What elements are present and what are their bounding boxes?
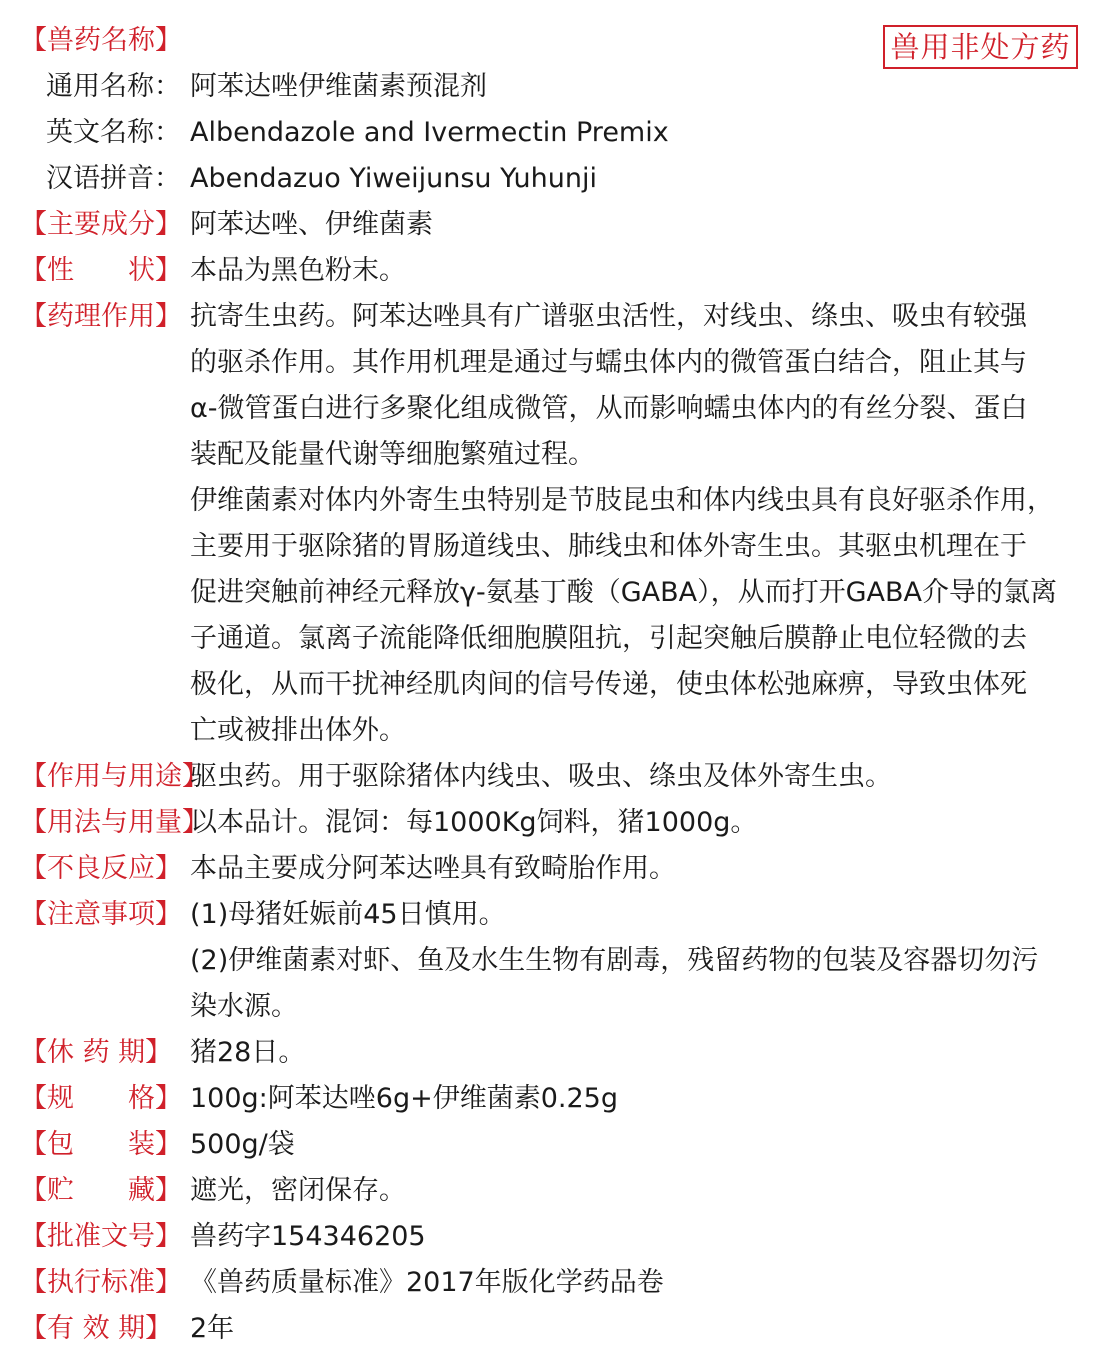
indications-value: 驱虫药。用于驱除猪体内线虫、吸虫、绦虫及体外寄生虫。 [190, 761, 892, 792]
otc-badge: 兽用非处方药 [883, 25, 1078, 69]
pharmacology-paragraph-1 [190, 294, 1075, 478]
precautions-line: 染水源。 [190, 991, 298, 1022]
pharmacology-line: 伊维菌素对体内外寄生虫特别是节肢昆虫和体内线虫具有良好驱杀作用， [190, 485, 1054, 516]
precautions-label: 【注意事项】 [20, 899, 182, 930]
pharmacology-line: 主要用于驱除猪的胃肠道线虫、肺线虫和体外寄生虫。其驱虫机理在于 [190, 531, 1027, 562]
approval-label: 【批准文号】 [20, 1221, 182, 1252]
appearance-value: 本品为黑色粉末。 [190, 255, 406, 286]
package-value: 500g/袋 [190, 1129, 295, 1160]
pharmacology-line: 装配及能量代谢等细胞繁殖过程。 [190, 439, 595, 470]
pharmacology-line: 促进突触前神经元释放γ-氨基丁酸（GABA），从而打开GABA介导的氯离 [190, 577, 1057, 608]
precautions-text [190, 892, 1075, 1030]
storage-label: 【贮 藏】 [20, 1175, 182, 1206]
ingredients-value: 阿苯达唑、伊维菌素 [190, 209, 433, 240]
pinyin-name-value: Abendazuo Yiweijunsu Yuhunji [190, 163, 597, 194]
pharmacology-line: 极化，从而干扰神经肌肉间的信号传递，使虫体松弛麻痹，导致虫体死 [190, 669, 1027, 700]
standard-label: 【执行标准】 [20, 1267, 182, 1298]
appearance-label: 【性 状】 [20, 255, 182, 286]
pharmacology-label: 【药理作用】 [20, 301, 182, 332]
spec-value: 100g:阿苯达唑6g+伊维菌素0.25g [190, 1083, 618, 1114]
pinyin-name-label: 汉语拼音： [46, 163, 181, 194]
drug-name-label: 【兽药名称】 [20, 25, 182, 56]
approval-value: 兽药字154346205 [190, 1221, 426, 1252]
storage-value: 遮光，密闭保存。 [190, 1175, 406, 1206]
pharmacology-paragraph-2 [190, 478, 1075, 754]
english-name-label: 英文名称： [46, 117, 181, 148]
pharmacology-line: 的驱杀作用。其作用机理是通过与蠕虫体内的微管蛋白结合，阻止其与 [190, 347, 1027, 378]
indications-label: 【作用与用途】 [20, 761, 209, 792]
withdrawal-value: 猪28日。 [190, 1037, 306, 1068]
precautions-line: (2)伊维菌素对虾、鱼及水生生物有剧毒，残留药物的包装及容器切勿污 [190, 945, 1039, 976]
pharmacology-line: α-微管蛋白进行多聚化组成微管，从而影响蠕虫体内的有丝分裂、蛋白 [190, 393, 1028, 424]
ingredients-label: 【主要成分】 [20, 209, 182, 240]
validity-label: 【有 效 期】 [20, 1313, 173, 1344]
pharmacology-line: 子通道。氯离子流能降低细胞膜阻抗，引起突触后膜静止电位轻微的去 [190, 623, 1027, 654]
adverse-label: 【不良反应】 [20, 853, 182, 884]
dosage-value: 以本品计。混饲：每1000Kg饲料，猪1000g。 [190, 807, 758, 838]
standard-value: 《兽药质量标准》2017年版化学药品卷 [190, 1267, 664, 1298]
pharmacology-line: 亡或被排出体外。 [190, 715, 406, 746]
withdrawal-label: 【休 药 期】 [20, 1037, 173, 1068]
general-name-value: 阿苯达唑伊维菌素预混剂 [190, 71, 487, 102]
dosage-label: 【用法与用量】 [20, 807, 209, 838]
spec-label: 【规 格】 [20, 1083, 182, 1114]
precautions-line: (1)母猪妊娠前45日慎用。 [190, 899, 506, 930]
validity-value: 2年 [190, 1313, 235, 1344]
pharmacology-line: 抗寄生虫药。阿苯达唑具有广谱驱虫活性，对线虫、绦虫、吸虫有较强 [190, 301, 1027, 332]
package-label: 【包 装】 [20, 1129, 182, 1160]
adverse-value: 本品主要成分阿苯达唑具有致畸胎作用。 [190, 853, 676, 884]
general-name-label: 通用名称： [46, 71, 181, 102]
english-name-value: Albendazole and Ivermectin Premix [190, 117, 669, 148]
